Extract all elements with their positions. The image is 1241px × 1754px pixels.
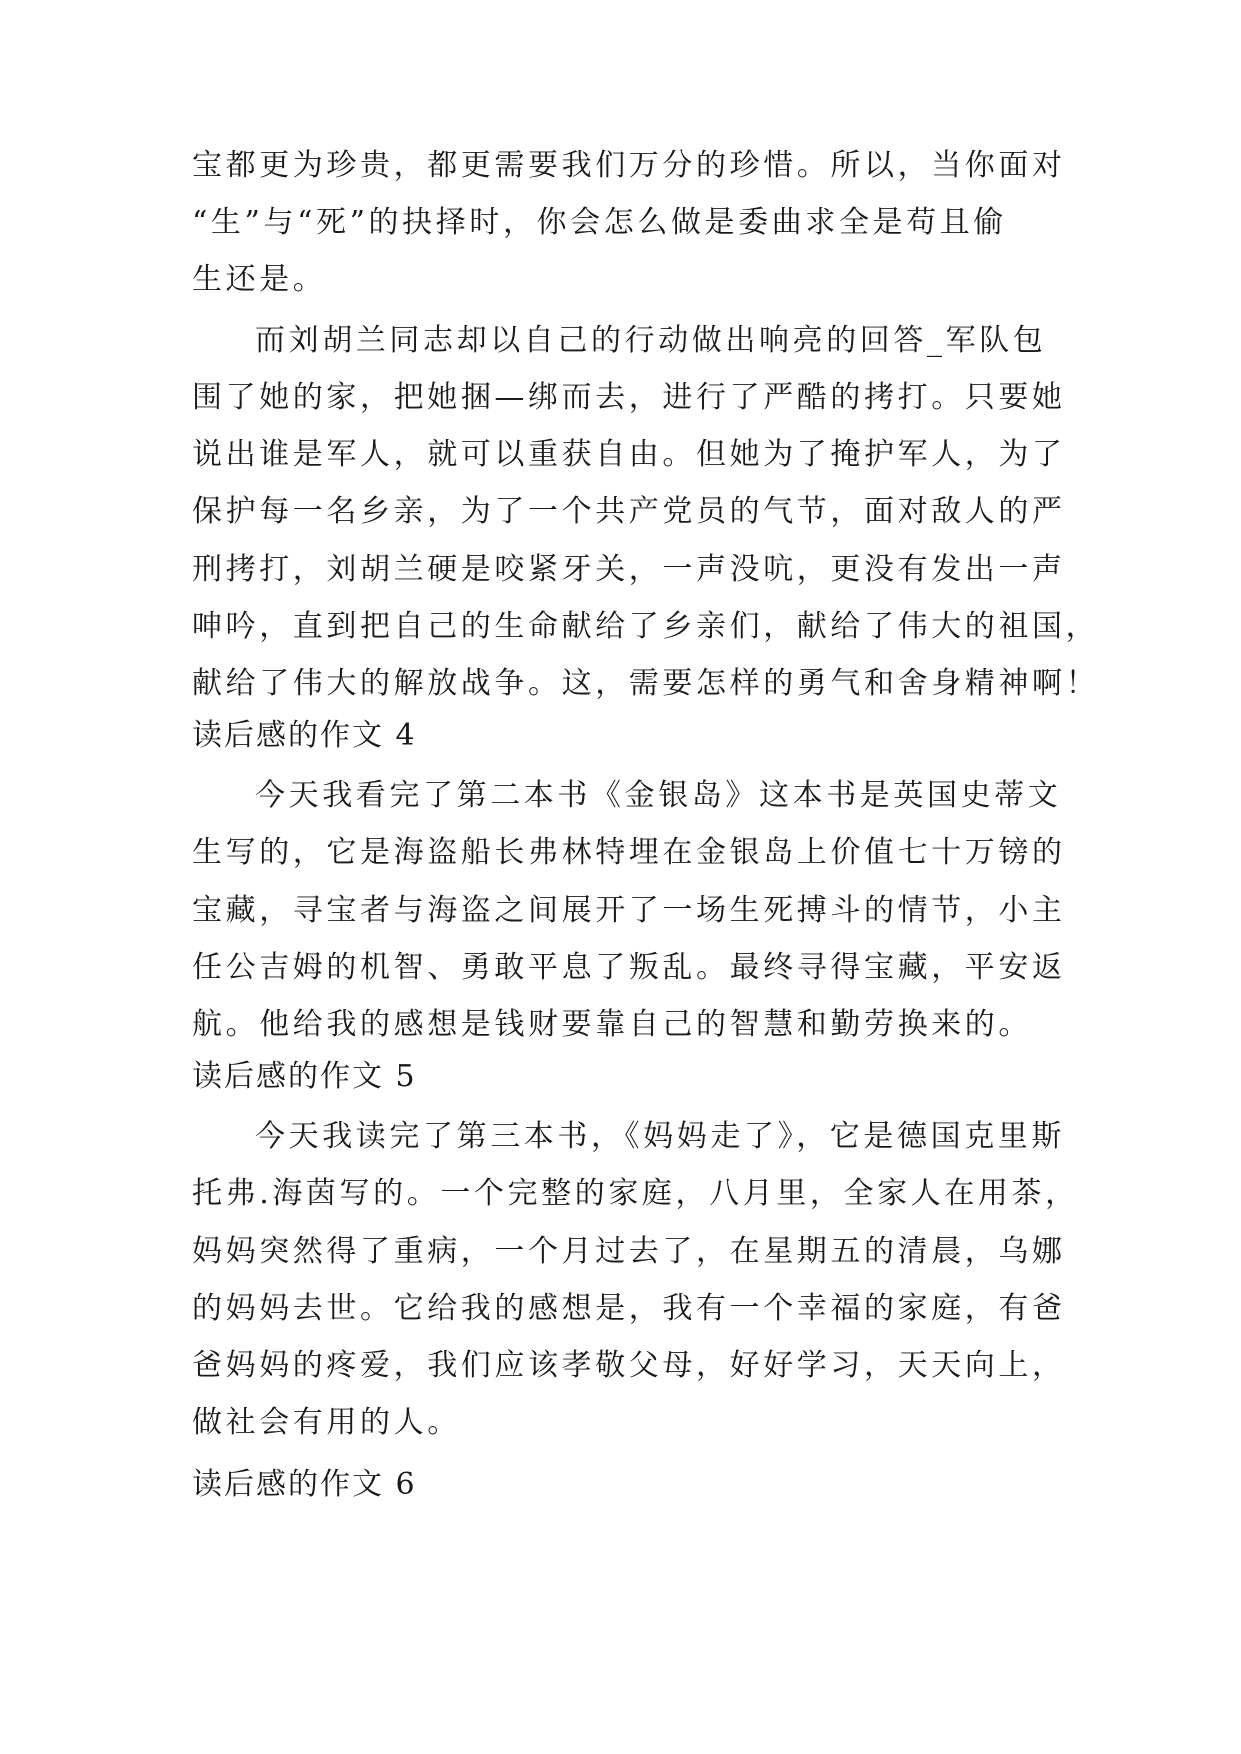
paragraph-line: 妈妈突然得了重病，一个月过去了，在星期五的清晨，乌娜 <box>192 1234 1066 1269</box>
paragraph-line: 献给了伟大的解放战争。这，需要怎样的勇气和舍身精神啊！ <box>192 666 1100 701</box>
paragraph-line: 呻吟，直到把自己的生命献给了乡亲们，献给了伟大的祖国， <box>192 609 1100 644</box>
paragraph-line: 说出谁是军人，就可以重获自由。但她为了掩护军人，为了 <box>192 437 1066 472</box>
paragraph-line: 的妈妈去世。它给我的感想是，我有一个幸福的家庭，有爸 <box>192 1291 1066 1326</box>
paragraph-line: 宝藏，寻宝者与海盗之间展开了一场生死搏斗的情节，小主 <box>192 893 1066 928</box>
paragraph-line: 今天我看完了第二本书《金银岛》这本书是英国史蒂文 <box>255 778 1062 813</box>
paragraph-line: 爸妈妈的疼爱，我们应该孝敬父母，好好学习，天天向上， <box>192 1348 1066 1383</box>
section-heading: 读后感的作文 4 <box>192 718 417 753</box>
paragraph-line: 围了她的家，把她捆—绑而去，进行了严酷的拷打。只要她 <box>192 380 1066 415</box>
paragraph-line: 生还是。 <box>192 262 327 297</box>
paragraph-line: 而刘胡兰同志却以自己的行动做出响亮的回答_军队包 <box>255 323 1047 358</box>
section-heading: 读后感的作文 6 <box>192 1467 417 1502</box>
paragraph-line: 保护每一名乡亲，为了一个共产党员的气节，面对敌人的严 <box>192 494 1066 529</box>
paragraph-line: 生写的，它是海盗船长弗林特埋在金银岛上价值七十万镑的 <box>192 835 1066 870</box>
paragraph-line: 宝都更为珍贵，都更需要我们万分的珍惜。所以，当你面对 <box>192 148 1066 183</box>
paragraph-line: 托弗.海茵写的。一个完整的家庭，八月里，全家人在用茶， <box>192 1176 1079 1211</box>
paragraph-line: 航。他给我的感想是钱财要靠自己的智慧和勤劳换来的。 <box>192 1007 1032 1042</box>
paragraph-line: “生”与“死”的抉择时，你会怎么做是委曲求全是苟且偷 <box>192 205 1007 240</box>
paragraph-line: 刑拷打，刘胡兰硬是咬紧牙关，一声没吭，更没有发出一声 <box>192 552 1066 587</box>
paragraph-line: 任公吉姆的机智、勇敢平息了叛乱。最终寻得宝藏，平安返 <box>192 950 1066 985</box>
section-heading: 读后感的作文 5 <box>192 1059 417 1094</box>
paragraph-line: 今天我读完了第三本书，《妈妈走了》，它是德国克里斯 <box>255 1119 1065 1154</box>
paragraph-line: 做社会有用的人。 <box>192 1405 461 1440</box>
